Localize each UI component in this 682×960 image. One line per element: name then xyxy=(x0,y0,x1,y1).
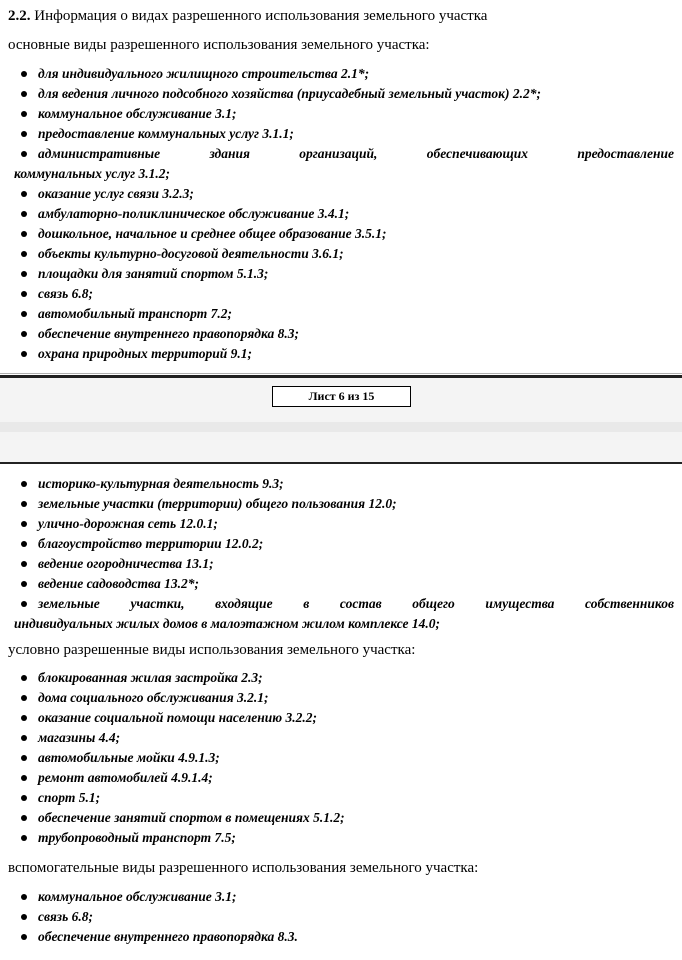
bullet-icon xyxy=(21,581,27,587)
section-heading xyxy=(8,8,487,25)
list-item: предоставление коммунальных услуг 3.1.1; xyxy=(14,124,674,144)
bullet-icon xyxy=(21,71,27,77)
list-item: ремонт автомобилей 4.9.1.4; xyxy=(14,768,674,788)
list-item: улично-дорожная сеть 12.0.1; xyxy=(14,514,674,534)
list-item: ведение садоводства 13.2*; xyxy=(14,574,674,594)
list-item-wrapped xyxy=(14,144,674,184)
conditional-uses-list xyxy=(14,668,674,848)
list-item: для индивидуального жилищного строительства 2.1*; xyxy=(14,64,674,84)
list-item: объекты культурно-досуговой деятельности 3.6.1; xyxy=(14,244,674,264)
page-gap-band xyxy=(0,422,682,432)
bullet-icon xyxy=(21,795,27,801)
bullet-icon xyxy=(21,561,27,567)
bullet-icon xyxy=(21,894,27,900)
list-item: благоустройство территории 12.0.2; xyxy=(14,534,674,554)
bullet-icon xyxy=(21,541,27,547)
bullet-icon xyxy=(21,775,27,781)
list-item: ведение огородничества 13.1; xyxy=(14,554,674,574)
bullet-icon xyxy=(21,934,27,940)
wrapped-line-1: административные здания организаций, обеспечивающих предоставление xyxy=(38,146,674,161)
section-number: 2.2. xyxy=(8,8,31,24)
bullet-icon xyxy=(21,481,27,487)
bullet-icon xyxy=(21,351,27,357)
bullet-icon xyxy=(21,815,27,821)
bullet-icon xyxy=(21,211,27,217)
list-item: земельные участки (территории) общего пользования 12.0; xyxy=(14,494,674,514)
page-divider-thin xyxy=(0,373,682,374)
bullet-icon xyxy=(21,331,27,337)
main-uses-label: основные виды разрешенного использования земельного участка: xyxy=(8,37,430,53)
document-page-1 xyxy=(0,0,682,372)
list-item: автомобильные мойки 4.9.1.3; xyxy=(14,748,674,768)
list-item: дома социального обслуживания 3.2.1; xyxy=(14,688,674,708)
bullet-icon xyxy=(21,601,27,607)
list-item: амбулаторно-поликлиническое обслуживание 3.4.1; xyxy=(14,204,674,224)
bullet-icon xyxy=(21,251,27,257)
section-title: Информация о видах разрешенного использования земельного участка xyxy=(34,8,488,24)
list-item: блокированная жилая застройка 2.3; xyxy=(14,668,674,688)
bullet-icon xyxy=(21,271,27,277)
bullet-icon xyxy=(21,521,27,527)
wrapped-line-2: коммунальных услуг 3.1.2; xyxy=(14,166,170,181)
bullet-icon xyxy=(21,131,27,137)
main-uses-list-page1 xyxy=(14,64,674,364)
page-marker: Лист 6 из 15 xyxy=(272,386,411,407)
bullet-icon xyxy=(21,695,27,701)
list-item: площадки для занятий спортом 5.1.3; xyxy=(14,264,674,284)
bullet-icon xyxy=(21,311,27,317)
wrapped-line-2: индивидуальных жилых домов в малоэтажном жилом комплексе 14.0; xyxy=(14,616,441,631)
list-item: автомобильный транспорт 7.2; xyxy=(14,304,674,324)
list-item-wrapped xyxy=(14,594,674,634)
list-item: трубопроводный транспорт 7.5; xyxy=(14,828,674,848)
bullet-icon xyxy=(21,735,27,741)
list-item: связь 6.8; xyxy=(14,284,674,304)
list-item: коммунальное обслуживание 3.1; xyxy=(14,887,674,907)
bullet-icon xyxy=(21,231,27,237)
list-item: для ведения личного подсобного хозяйства (приусадебный земельный участок) 2.2*; xyxy=(14,84,674,104)
bullet-icon xyxy=(21,191,27,197)
list-item: магазины 4.4; xyxy=(14,728,674,748)
list-item: дошкольное, начальное и среднее общее образование 3.5.1; xyxy=(14,224,674,244)
list-item: связь 6.8; xyxy=(14,907,674,927)
bullet-icon xyxy=(21,715,27,721)
bullet-icon xyxy=(21,675,27,681)
auxiliary-uses-label: вспомогательные виды разрешенного использования земельного участка: xyxy=(8,860,479,876)
conditional-uses-label: условно разрешенные виды использования земельного участка: xyxy=(8,642,416,658)
list-item: оказание социальной помощи населению 3.2.2; xyxy=(14,708,674,728)
list-item: оказание услуг связи 3.2.3; xyxy=(14,184,674,204)
bullet-icon xyxy=(21,835,27,841)
wrapped-line-1: земельные участки, входящие в состав общего имущества собственников xyxy=(38,596,674,611)
document-page-2 xyxy=(0,462,682,960)
list-item: обеспечение занятий спортом в помещениях 5.1.2; xyxy=(14,808,674,828)
bullet-icon xyxy=(21,151,27,157)
bullet-icon xyxy=(21,91,27,97)
auxiliary-uses-list xyxy=(14,887,674,947)
list-item: историко-культурная деятельность 9.3; xyxy=(14,474,674,494)
list-item: охрана природных территорий 9.1; xyxy=(14,344,674,364)
bullet-icon xyxy=(21,755,27,761)
list-item: обеспечение внутреннего правопорядка 8.3. xyxy=(14,927,674,947)
bullet-icon xyxy=(21,501,27,507)
bullet-icon xyxy=(21,291,27,297)
bullet-icon xyxy=(21,914,27,920)
bullet-icon xyxy=(21,111,27,117)
list-item: обеспечение внутреннего правопорядка 8.3; xyxy=(14,324,674,344)
list-item: спорт 5.1; xyxy=(14,788,674,808)
main-uses-list-page2 xyxy=(14,474,674,634)
list-item: коммунальное обслуживание 3.1; xyxy=(14,104,674,124)
